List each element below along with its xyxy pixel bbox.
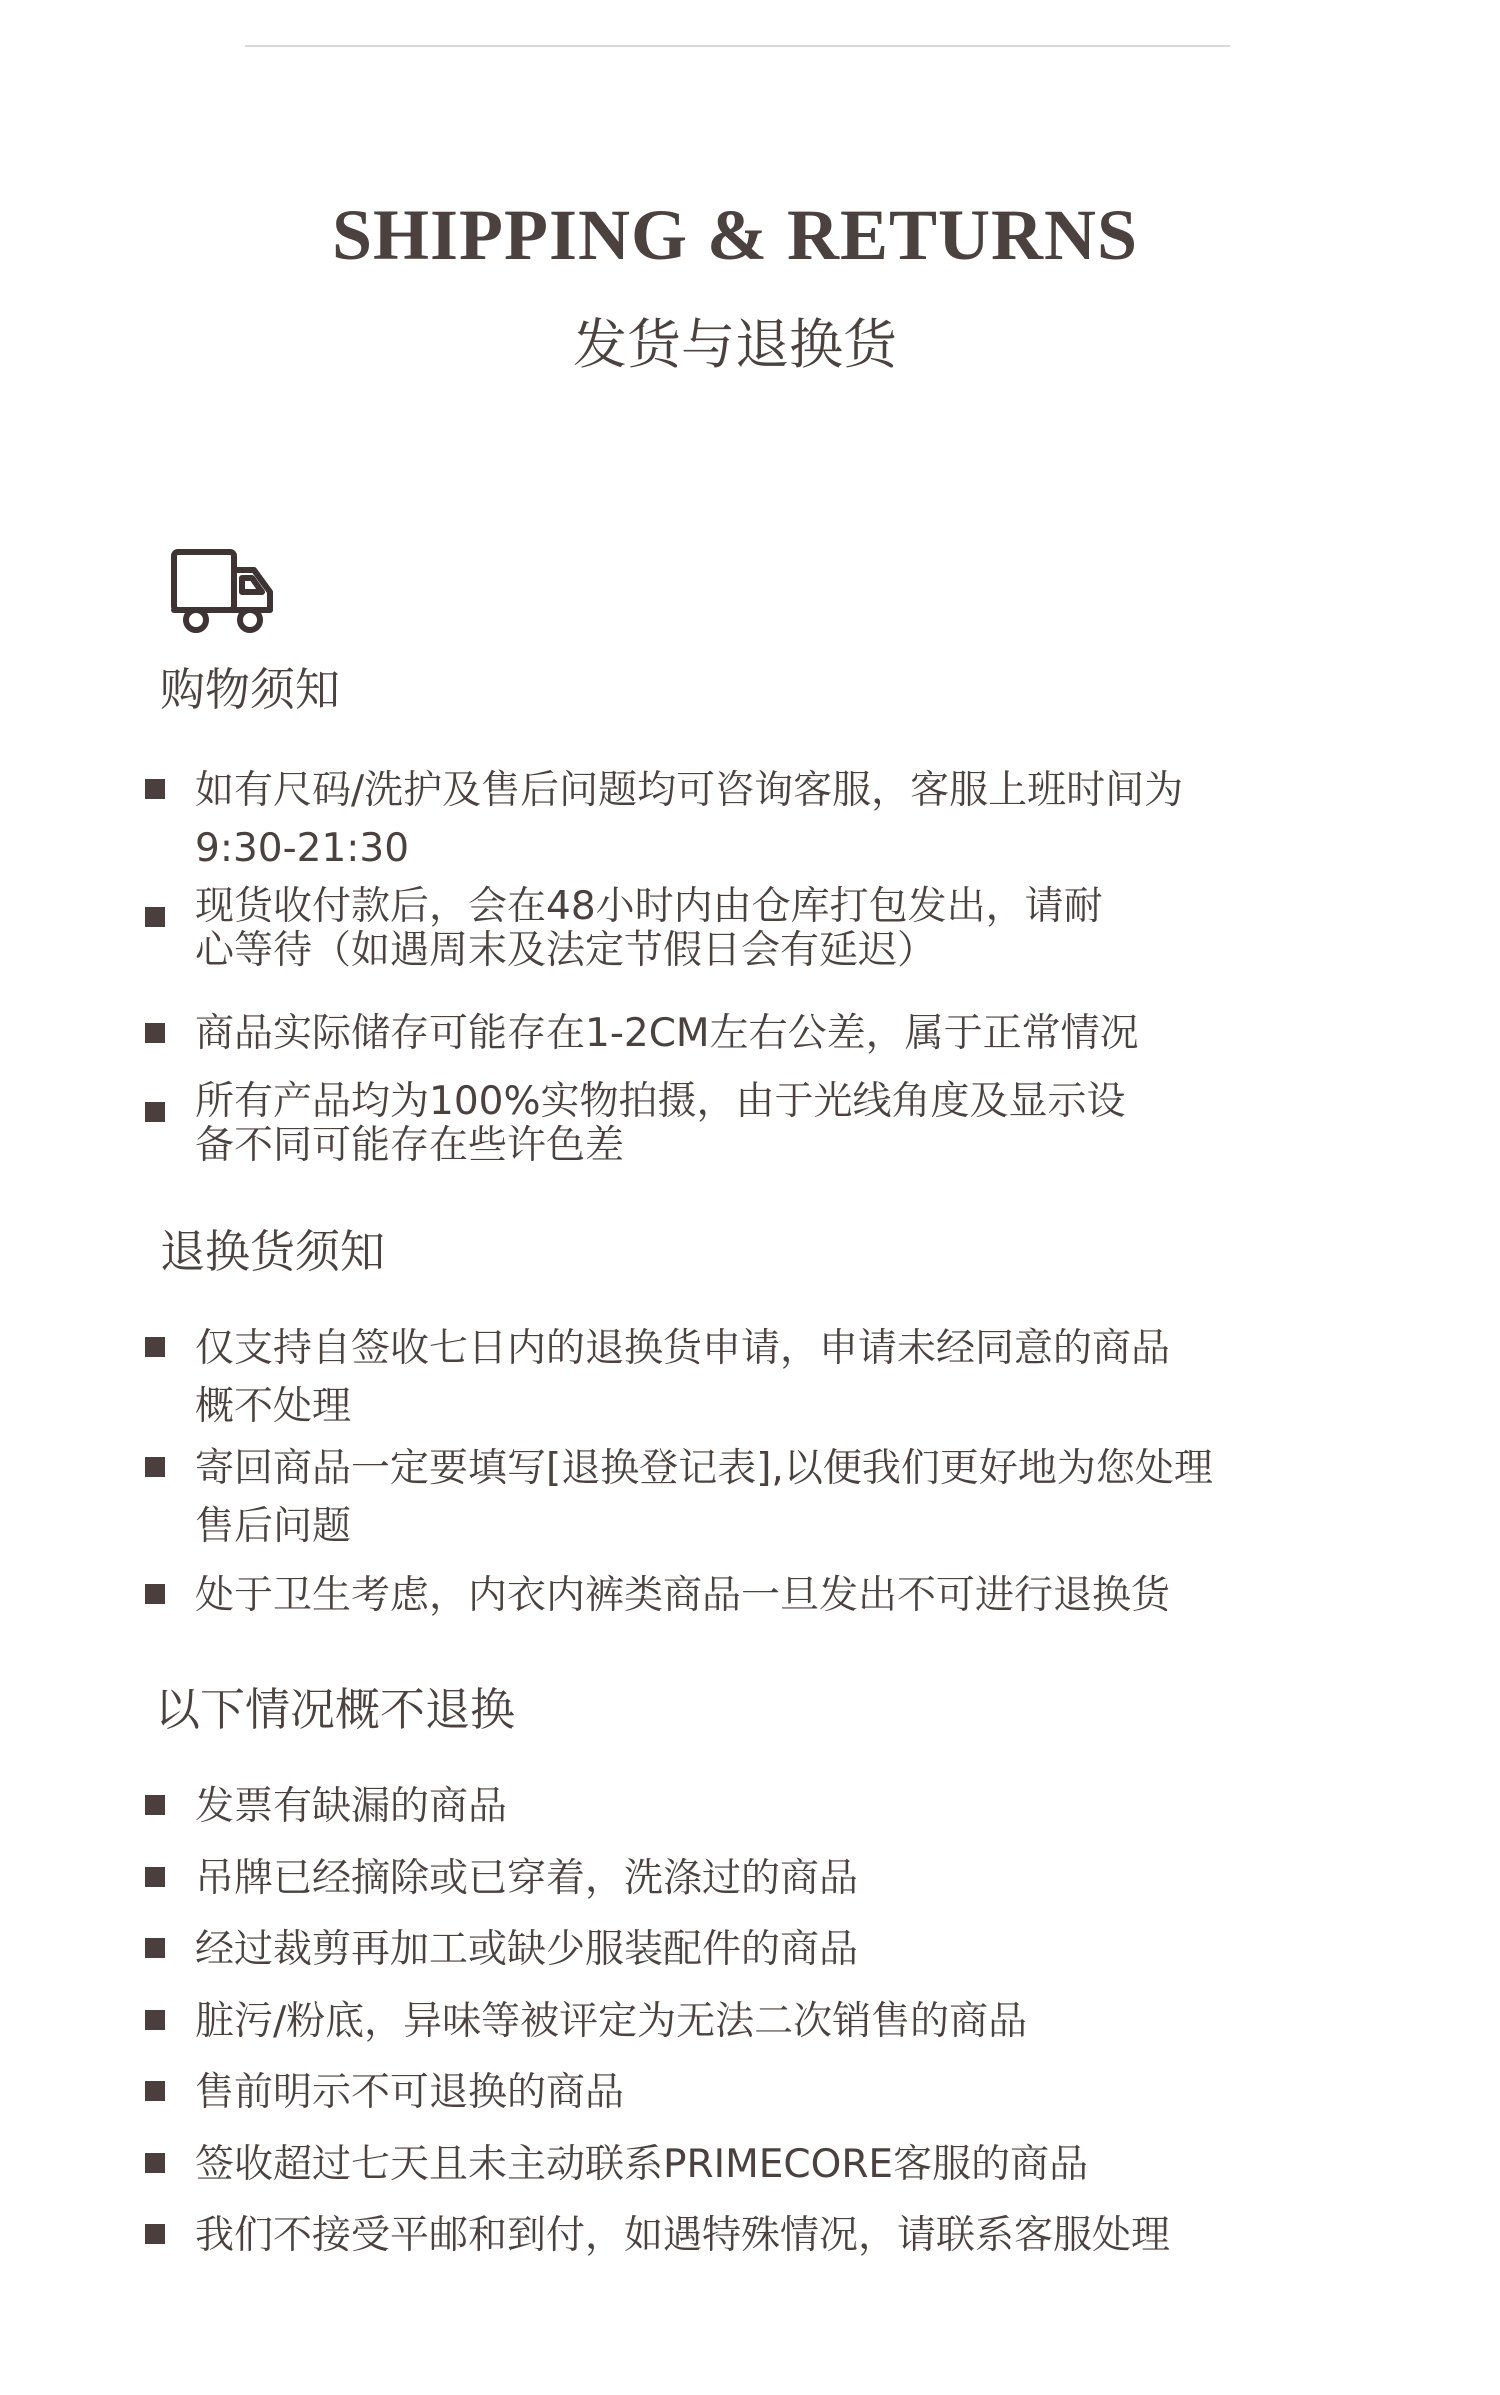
bullet <box>145 1102 165 1122</box>
bullet <box>145 2153 165 2173</box>
bullet <box>145 1457 165 1477</box>
truck-icon <box>170 548 276 636</box>
bullet <box>145 1938 165 1958</box>
no-return-heading: 以下情况概不退换 <box>155 1683 516 1736</box>
bullet <box>145 2081 165 2101</box>
top-divider <box>245 45 1230 47</box>
page-subtitle: 发货与退换货 <box>573 313 897 376</box>
bullet <box>145 779 165 799</box>
bullet <box>145 1023 165 1043</box>
bullet <box>145 1337 165 1357</box>
bullet <box>145 907 165 927</box>
return-notice-heading: 退换货须知 <box>160 1225 386 1278</box>
page-title: SHIPPING & RETURNS <box>331 195 1139 275</box>
bullet <box>145 1867 165 1887</box>
bullet <box>145 2224 165 2244</box>
bullet <box>145 1795 165 1815</box>
shopping-notice-heading: 购物须知 <box>160 663 341 716</box>
bullet <box>145 2010 165 2030</box>
bullet <box>145 1584 165 1604</box>
